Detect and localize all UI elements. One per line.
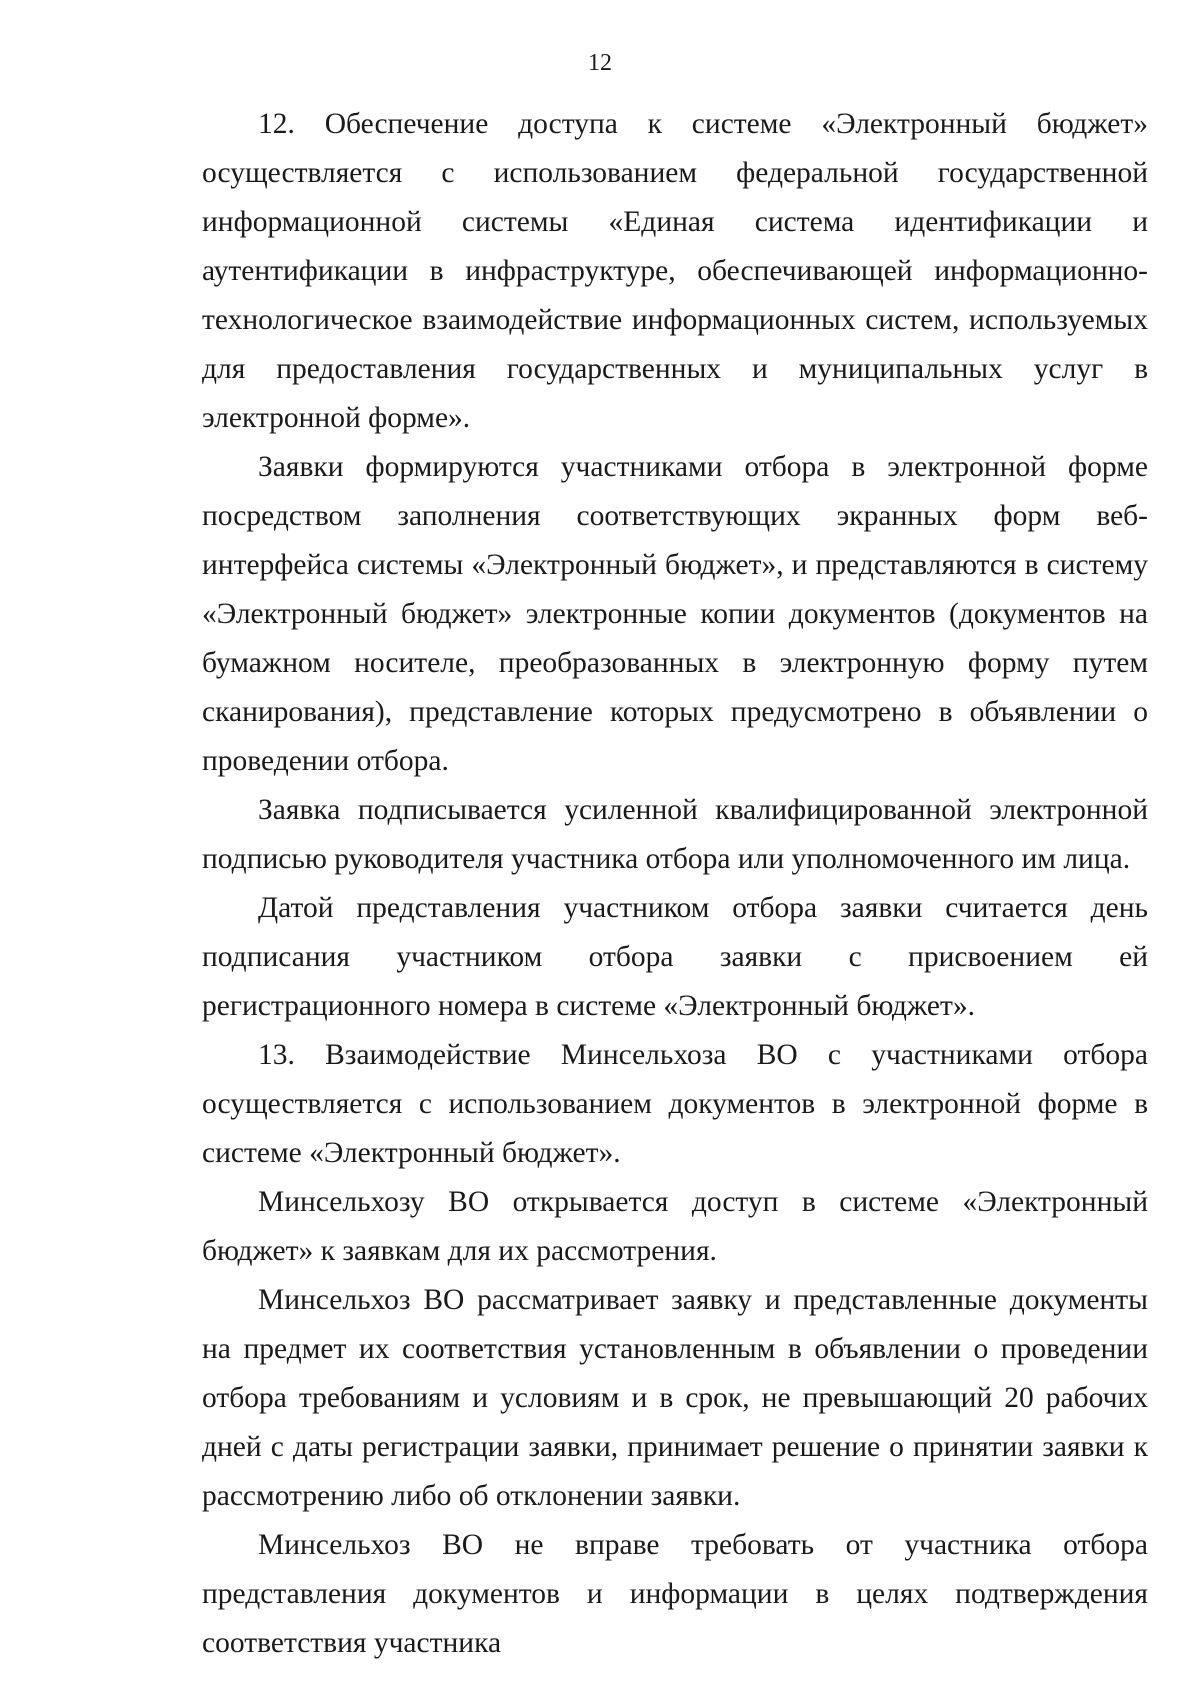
paragraph-submission-date: Датой представления участником отбора заявки считается день подписания участником отбора заявки с присвоением ей регистрационного номера в системе «Электронный бюджет».	[202, 892, 1148, 1022]
paragraph-applications-formation: Заявки формируются участниками отбора в электронной форме посредством заполнения соответствующих экранных форм веб-интерфейса системы «Электронный бюджет», и представляются в систему «Электронный бюджет» электронные копии документов (документов на бумажном носителе, преобразованных в электронную форму путем сканирования), представление которых предусмотрено в объявлении о проведении отбора.	[202, 451, 1148, 777]
paragraph-access-to-applications: Минсельхозу ВО открывается доступ в системе «Электронный бюджет» к заявкам для их рассмотрения.	[202, 1186, 1148, 1267]
paragraph-section-12: 12. Обеспечение доступа к системе «Электронный бюджет» осуществляется с использованием федеральной государственной информационной системы «Единая система идентификации и аутентификации в инфраструктуре, обеспечивающей информационно-технологическое взаимодействие информационных систем, используемых для предоставления государственных и муниципальных услуг в электронной форме».	[202, 108, 1148, 434]
paragraph-section-13: 13. Взаимодействие Минсельхоза ВО с участниками отбора осуществляется с использованием документов в электронной форме в системе «Электронный бюджет».	[202, 1039, 1148, 1169]
paragraph-document-requirements: Минсельхоз ВО не вправе требовать от участника отбора представления документов и информации в целях подтверждения соответствия участника	[202, 1529, 1148, 1659]
document-body	[202, 100, 1148, 1668]
paragraph-application-review: Минсельхоз ВО рассматривает заявку и представленные документы на предмет их соответствия установленным в объявлении о проведении отбора требованиям и условиям и в срок, не превышающий 20 рабочих дней с даты регистрации заявки, принимает решение о принятии заявки к рассмотрению либо об отклонении заявки.	[202, 1284, 1148, 1512]
paragraph-application-signature: Заявка подписывается усиленной квалифицированной электронной подписью руководителя участника отбора или уполномоченного им лица.	[202, 794, 1148, 875]
page-number: 12	[588, 50, 612, 76]
